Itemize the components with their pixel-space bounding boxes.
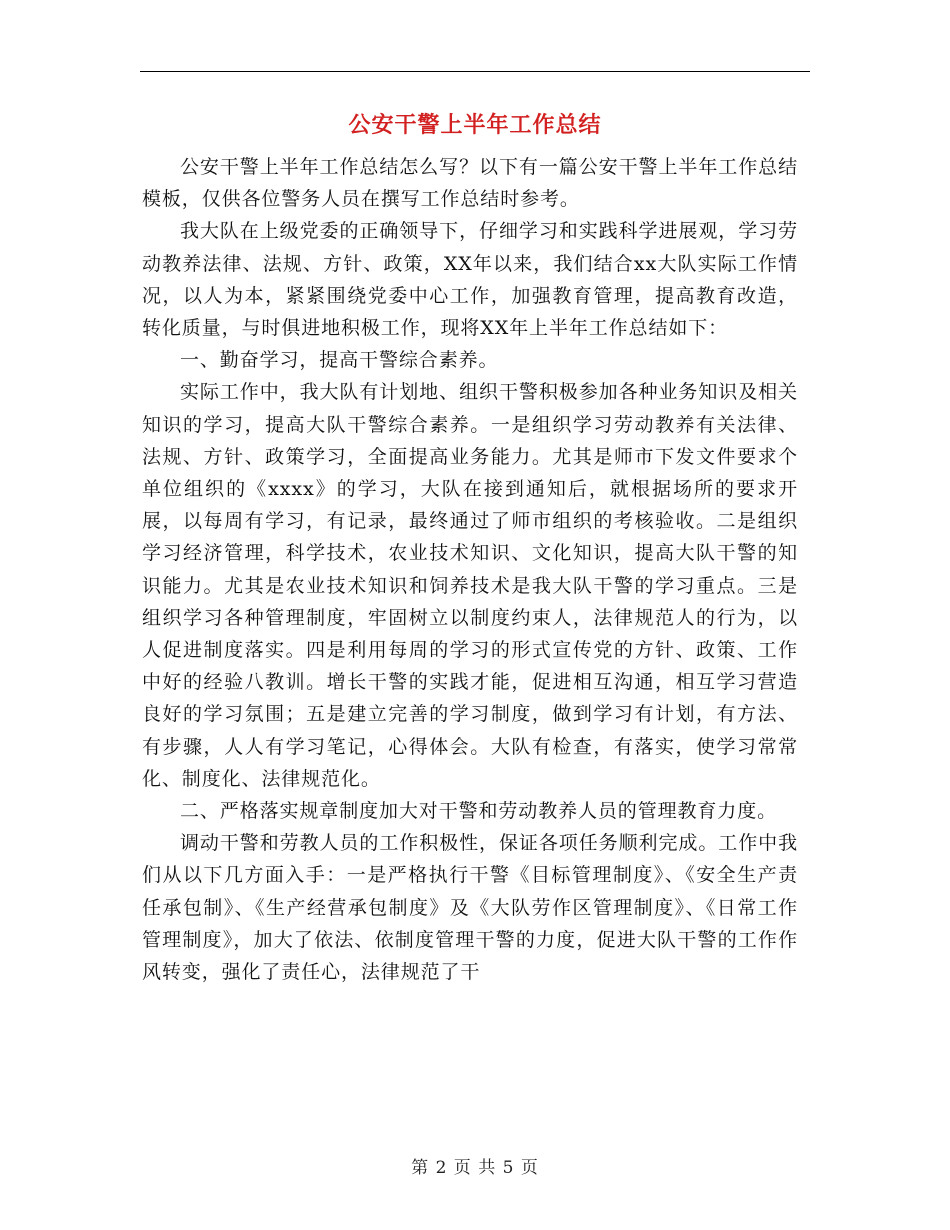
header-rule <box>140 71 810 72</box>
section-heading-study: 一、勤奋学习，提高干警综合素养。 <box>180 349 499 372</box>
paragraph-study: 实际工作中，我大队有计划地、组织干警积极参加各种业务知识及相关知识的学习，提高大队干警综合素养。一是组织学习劳动教养有关法律、法规、方针、政策学习，全面提高业务能力。尤其是师市下发文件要求个单位组织的《xxxx》的学习，大队在接到通知后，就根据场所的要求开展，以每周有学习，有记录，最终通过了师市组织的考核验收。二是组织学习经济管理，科学技术，农业技术知识、文化知识，提高大队干警的知识能力。尤其是农业技术知识和饲养技术是我大队干警的学习重点。三是组织学习各种管理制度，牢固树立以制度约束人，法律规范人的行为，以人促进制度落实。四是利用每周的学习的形式宣传党的方针、政策、工作中好的经验八教训。增长干警的实践才能，促进相互沟通，相互学习营造良好的学习氛围；五是建立完善的学习制度，做到学习有计划，有方法、有步骤，人人有学习笔记，心得体会。大队有检查，有落实，使学习常常化、制度化、法律规范化。 <box>142 381 798 790</box>
document-body <box>142 151 798 988</box>
paragraph-intro: 公安干警上半年工作总结怎么写？以下有一篇公安干警上半年工作总结模板，仅供各位警务人员在撰写工作总结时参考。 <box>142 156 798 211</box>
document-title: 公安干警上半年工作总结 <box>348 112 602 138</box>
page-number: 第 2 页 共 5 页 <box>411 1158 539 1178</box>
paragraph-rules: 调动干警和劳教人员的工作积极性，保证各项任务顺利完成。工作中我们从以下几方面入手：一是严格执行干警《目标管理制度》、《安全生产责任承包制》、《生产经营承包制度》及《大队劳作区管理制度》、《日常工作管理制度》，加大了依法、依制度管理干警的力度，促进大队干警的工作作风转变，强化了责任心，法律规范了干 <box>142 832 798 984</box>
section-heading-rules: 二、严格落实规章制度加大对干警和劳动教养人员的管理教育力度。 <box>180 800 778 823</box>
paragraph-overview: 我大队在上级党委的正确领导下，仔细学习和实践科学进展观，学习劳动教养法律、法规、方针、政策，XX年以来，我们结合xx大队实际工作情况，以人为本，紧紧围绕党委中心工作，加强教育管理，提高教育改造，转化质量，与时俱进地积极工作，现将XX年上半年工作总结如下： <box>142 220 798 340</box>
